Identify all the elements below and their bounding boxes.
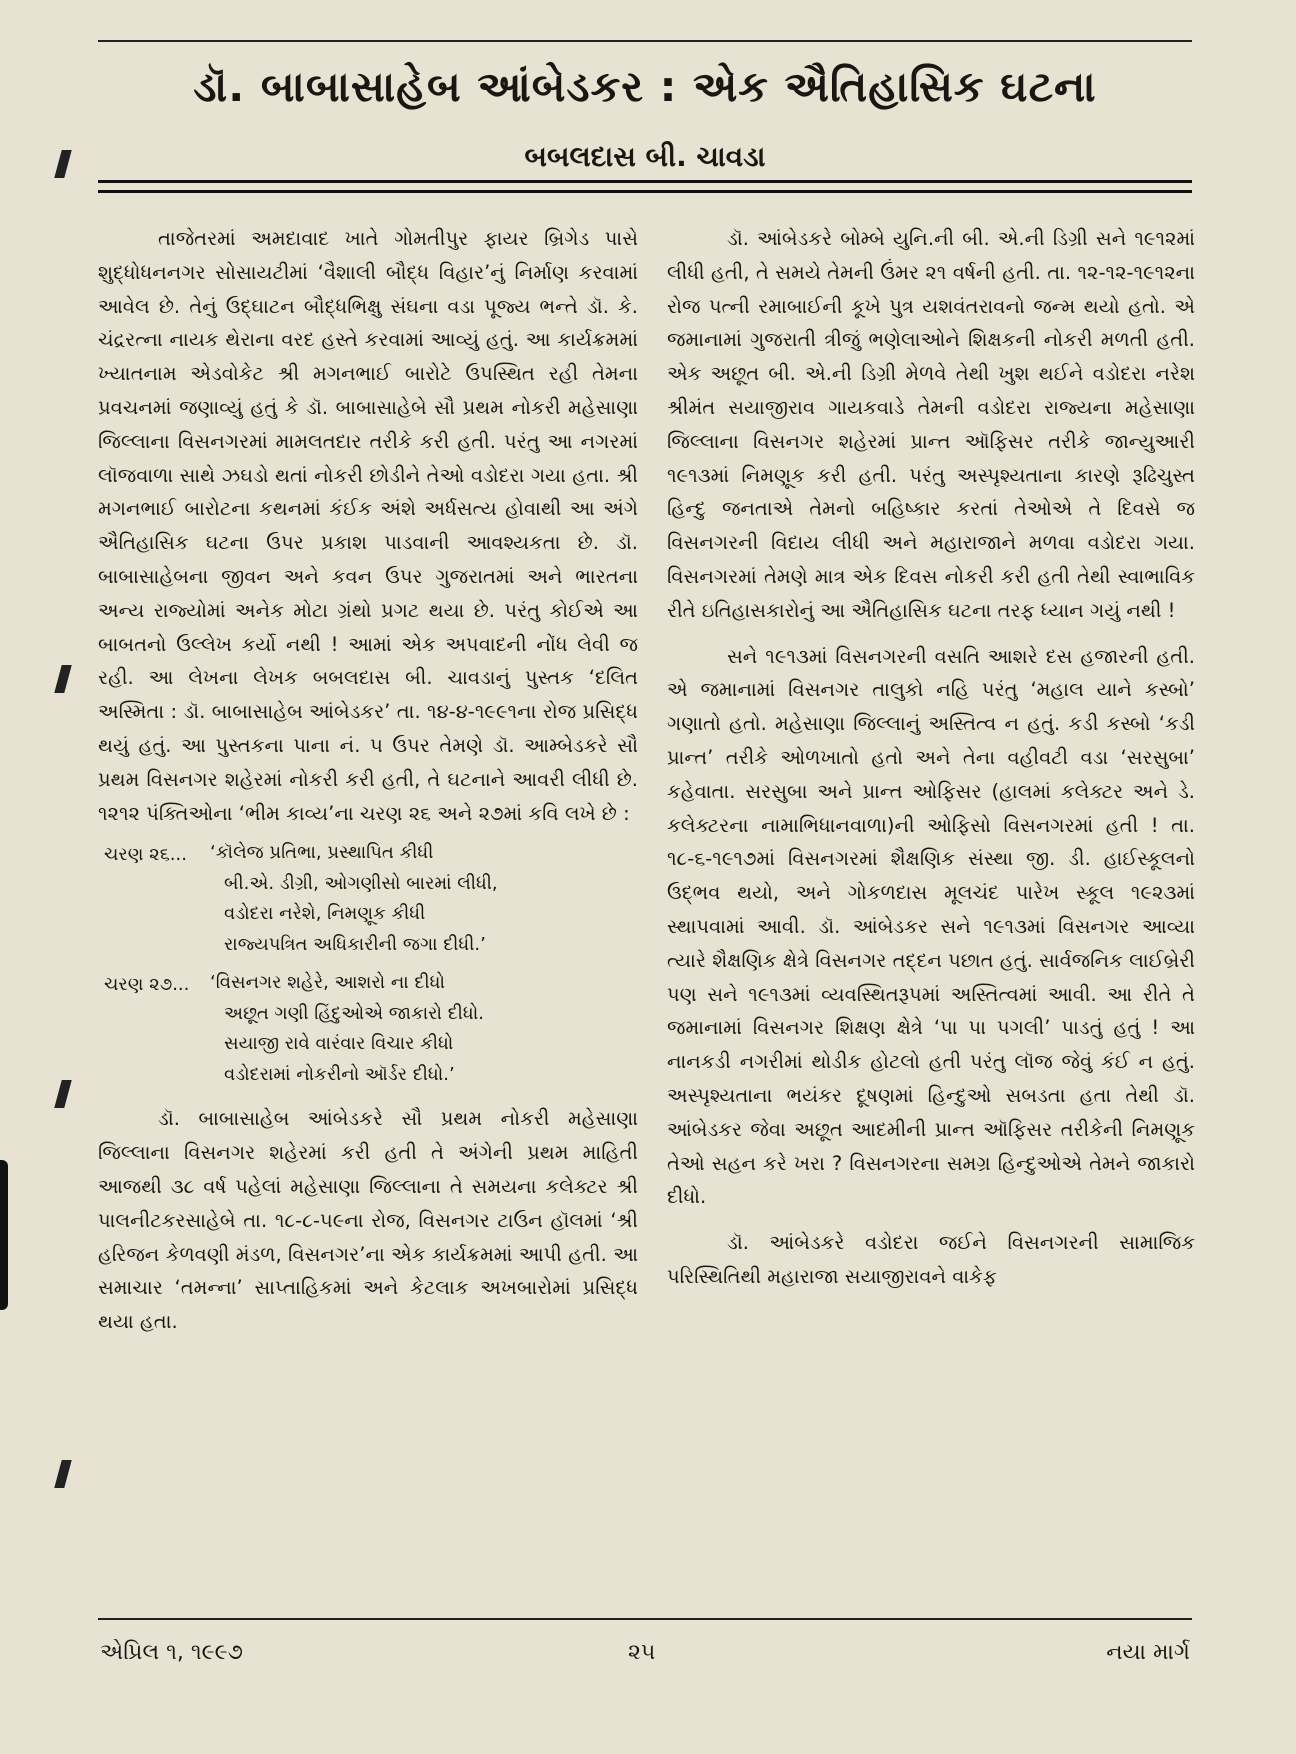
verse-label: ચરણ ૨૭... (104, 974, 190, 996)
verse-lines (210, 968, 638, 1090)
left-column (98, 222, 638, 1339)
tear-mark (54, 150, 72, 178)
paragraph: સને ૧૯૧૩માં વિસનગરની વસતિ આશરે દસ હજારની હતી. એ જમાનામાં વિસનગર તાલુકો નહિ પરંતુ ‘મહાલ યાને કસ્બો’ ગણાતો હતો. મહેસાણા જિલ્લાનું અસ્તિત્વ ન હતું. કડી કસ્બો ‘કડી પ્રાન્ત’ તરીકે ઓળખાતો હતો અને તેના વહીવટી વડા ‘સરસુબા’ કહેવાતા. સરસુબા અને પ્રાન્ત ઓફિસર (હાલમાં કલેક્ટર અને ડે. કલેક્ટરના નામાભિધાનવાળા)ની ઓફિસો વિસનગરમાં હતી ! તા. ૧૮-૬-૧૯૧૭માં વિસનગરમાં શૈક્ષણિક સંસ્થા જી. ડી. હાઈસ્કૂલનો ઉદ્ભવ થયો, અને ગોકળદાસ મૂલચંદ પારેખ સ્કૂલ ૧૯૨૩માં સ્થાપવામાં આવી. ડૉ. આંબેડકર સને ૧૯૧૩માં વિસનગર આવ્યા ત્યારે શૈક્ષણિક ક્ષેત્રે વિસનગર તદ્દન પછાત હતું. સાર્વજનિક લાઈબ્રેરી પણ સને ૧૯૧૩માં વ્યવસ્થિતરૂપમાં અસ્તિત્વમાં આવી. આ રીતે તે જમાનામાં વિસનગર શિક્ષણ ક્ષેત્રે ‘પા પા પગલી’ પાડતું હતું ! આ નાનકડી નગરીમાં થોડીક હોટલો હતી પરંતુ લૉજ જેવું કંઈ ન હતું. અસ્પૃશ્યતાના ભયંકર દૂષણમાં હિન્દુઓ સબડતા હતા તેથી ડૉ. આંબેડકર જેવા અછૂત આદમીની પ્રાન્ત ઑફિસર તરીકેની નિમણૂક તેઓ સહન કરે ખરા ? વિસનગરના સમગ્ર હિન્દુઓએ તેમને જાકારો દીધો. (667, 644, 1195, 1209)
verse-line: રાજ્યપત્રિત અધિકારીની જગા દીધી.’ (224, 933, 486, 955)
tear-mark (54, 1460, 72, 1488)
footer-date: એપ્રિલ ૧, ૧૯૯૭ (100, 1640, 243, 1665)
paragraph: ડૉ. આંબેડકરે વડોદરા જઈને વિસનગરની સામાજિક પરિસ્થિતિથી મહારાજા સયાજીરાવને વાકેફ (667, 1231, 1195, 1288)
footer-rule (98, 1618, 1192, 1620)
verse-line: વડોદરામાં નોકરીનો ઑર્ડર દીધો.’ (224, 1063, 455, 1085)
paragraph: તાજેતરમાં અમદાવાદ ખાતે ગોમતીપુર ફાયર બ્રિગેડ પાસે શુદ્ધોધનનગર સોસાયટીમાં ‘વૈશાલી બૌદ્ધ વિહાર’નું નિર્માણ કરવામાં આવેલ છે. તેનું ઉદ્ઘાટન બૌદ્ધભિક્ષુ સંઘના વડા પૂજ્ય ભન્તે ડૉ. કે. ચંદ્રરત્ના નાયક થેરાના વરદ હસ્તે કરવામાં આવ્યું હતું. આ કાર્યક્રમમાં ખ્યાતનામ એડવોકેટ શ્રી મગનભાઈ બારોટે ઉપસ્થિત રહી તેમના પ્રવચનમાં જણાવ્યું હતું કે ડૉ. બાબાસાહેબે સૌ પ્રથમ નોકરી મહેસાણા જિલ્લાના વિસનગરમાં મામલતદાર તરીકે કરી હતી. પરંતુ આ નગરમાં લૉજવાળા સાથે ઝઘડો થતાં નોકરી છોડીને તેઓ વડોદરા ગયા હતા. શ્રી મગનભાઈ બારોટના કથનમાં કંઈક અંશે અર્ધસત્ય હોવાથી આ અંગે ઐતિહાસિક ઘટના ઉપર પ્રકાશ પાડવાની આવશ્યકતા છે. ડૉ. બાબાસાહેબના જીવન અને કવન ઉપર ગુજરાતમાં અને ભારતના અન્ય રાજ્યોમાં અનેક મોટા ગ્રંથો પ્રગટ થયા છે. પરંતુ કોઈએ આ બાબતનો ઉલ્લેખ કર્યો નથી ! આમાં એક અપવાદની નોંધ લેવી જ રહી. આ લેખના લેખક બબલદાસ બી. ચાવડાનું પુસ્તક ‘દલિત અસ્મિતા : ડૉ. બાબાસાહેબ આંબેડકર’ તા. ૧૪-૪-૧૯૯૧ના રોજ પ્રસિદ્ધ થયું હતું. આ પુસ્તકના પાના નં. ૫ ઉપર તેમણે ડૉ. આમ્બેડકરે સૌ પ્રથમ વિસનગર શહેરમાં નોકરી કરી હતી, તે ઘટનાને આવરી લીધી છે. ૧૨૧૨ પંક્તિઓના ‘ભીમ કાવ્ય’ના ચરણ ૨૬ અને ૨૭માં કવિ લખે છે : (98, 227, 638, 825)
verse-block (98, 838, 638, 960)
verse-line: બી.એ. ડીગ્રી, ઓગણીસો બારમાં લીધી, (224, 872, 498, 894)
verse-line: ‘કૉલેજ પ્રતિભા, પ્રસ્થાપિત કીધી (210, 842, 434, 864)
verse-block (98, 968, 638, 1090)
tear-mark (54, 1080, 72, 1108)
verse-line: વડોદરા નરેશે, નિમણૂક કીધી (224, 903, 426, 925)
page-number: ૨૫ (628, 1640, 656, 1665)
header-rule-upper (98, 180, 1192, 183)
author-byline: બબલદાસ બી. ચાવડા (524, 140, 766, 173)
paragraph: ડૉ. આંબેડકરે બોમ્બે યુનિ.ની બી. એ.ની ડિગ્રી સને ૧૯૧૨માં લીધી હતી, તે સમયે તેમની ઉંમર ૨૧ વર્ષની હતી. તા. ૧૨-૧૨-૧૯૧૨ના રોજ પત્ની રમાબાઈની કૂખે પુત્ર યશવંતરાવનો જન્મ થયો હતો. એ જમાનામાં ગુજરાતી ત્રીજું ભણેલાઓને શિક્ષકની નોકરી મળતી હતી. એક અછૂત બી. એ.ની ડિગ્રી મેળવે તેથી ખુશ થઈને વડોદરા નરેશ શ્રીમંત સયાજીરાવ ગાયકવાડે તેમની વડોદરા રાજ્યના મહેસાણા જિલ્લાના વિસનગર શહેરમાં પ્રાન્ત ઑફિસર તરીકે જાન્યુઆરી ૧૯૧૩માં નિમણૂક કરી હતી. પરંતુ અસ્પૃશ્યતાના કારણે રૂઢિચુસ્ત હિન્દુ જનતાએ તેમનો બહિષ્કાર કરતાં તેઓએ તે દિવસે જ વિસનગરની વિદાય લીધી અને મહારાજાને મળવા વડોદરા ગયા. વિસનગરમાં તેમણે માત્ર એક દિવસ નોકરી કરી હતી તેથી સ્વાભાવિક રીતે ઇતિહાસકારોનું આ ઐતિહાસિક ઘટના તરફ ધ્યાન ગયું નથી ! (667, 227, 1195, 622)
verse-line: અછૂત ગણી હિંદુઓએ જાકારો દીધો. (224, 1002, 484, 1024)
verse-line: ‘વિસનગર શહેરે, આશરો ના દીધો (210, 972, 445, 994)
right-column (667, 222, 1195, 1294)
tear-mark (54, 665, 72, 693)
verse-line: સયાજી રાવે વારંવાર વિચાર કીધો (224, 1033, 454, 1055)
top-rule (98, 40, 1192, 42)
article-title: ડૉ. બાબાસાહેબ આંબેડકર : એક ઐતિહાસિક ઘટના (193, 62, 1097, 111)
punch-hole-mark (0, 1160, 8, 1310)
magazine-name: નયા માર્ગ (1106, 1640, 1190, 1665)
verse-label: ચરણ ૨૬... (104, 844, 187, 866)
paragraph: ડૉ. બાબાસાહેબ આંબેડકરે સૌ પ્રથમ નોકરી મહેસાણા જિલ્લાના વિસનગર શહેરમાં કરી હતી તે અંગેની પ્રથમ માહિતી આજથી ૩૮ વર્ષ પહેલાં મહેસાણા જિલ્લાના તે સમયના કલેક્ટર શ્રી પાલનીટકરસાહેબે તા. ૧૮-૮-૫૯ના રોજ, વિસનગર ટાઉન હૉલમાં ‘શ્રી હરિજન કેળવણી મંડળ, વિસનગર’ના એક કાર્યક્રમમાં આપી હતી. આ સમાચાર ‘તમન્ના’ સાપ્તાહિકમાં અને કેટલાક અખબારોમાં પ્રસિદ્ધ થયા હતા. (98, 1107, 638, 1334)
verse-lines (210, 838, 638, 960)
header-rule-lower (98, 190, 1192, 193)
